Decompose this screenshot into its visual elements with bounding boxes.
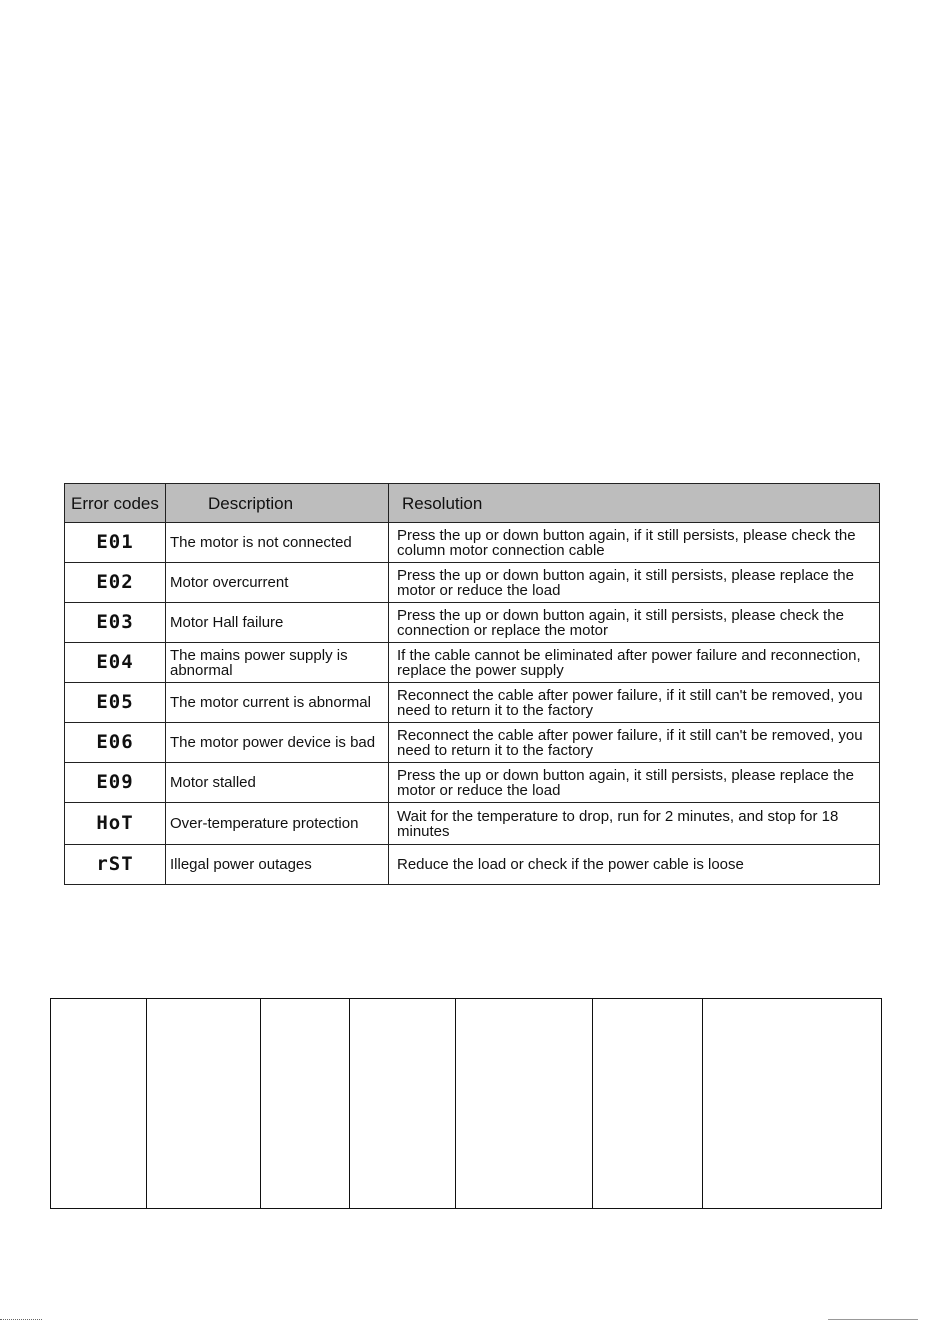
error-codes-table (64, 483, 880, 885)
error-resolution: Reconnect the cable after power failure, if it still can't be removed, you need to return it to the factory (389, 683, 880, 723)
error-description: Motor overcurrent (166, 563, 389, 603)
table-row (65, 523, 880, 563)
error-resolution: Press the up or down button again, it still persists, please replace the motor or reduce the load (389, 763, 880, 803)
empty-cell (593, 999, 703, 1209)
table-row (65, 763, 880, 803)
header-error-codes: Error codes (65, 484, 166, 523)
error-description: The mains power supply is abnormal (166, 643, 389, 683)
error-code: E02 (65, 563, 166, 603)
error-resolution: Press the up or down button again, it still persists, please replace the motor or reduce the load (389, 563, 880, 603)
error-resolution: If the cable cannot be eliminated after power failure and reconnection, replace the power supply (389, 643, 880, 683)
error-code: HoT (65, 803, 166, 845)
error-description: Over-temperature protection (166, 803, 389, 845)
error-resolution: Wait for the temperature to drop, run for 2 minutes, and stop for 18 minutes (389, 803, 880, 845)
header-resolution: Resolution (389, 484, 880, 523)
error-code: E01 (65, 523, 166, 563)
error-code: rST (65, 845, 166, 885)
empty-cell (456, 999, 593, 1209)
error-code: E06 (65, 723, 166, 763)
table-row (65, 563, 880, 603)
empty-grid-table (50, 998, 882, 1209)
footer-rule-left (0, 1319, 42, 1320)
empty-cell (51, 999, 147, 1209)
error-description: Motor stalled (166, 763, 389, 803)
error-code: E05 (65, 683, 166, 723)
table-row (65, 845, 880, 885)
error-description: Motor Hall failure (166, 603, 389, 643)
error-code: E03 (65, 603, 166, 643)
error-description: Illegal power outages (166, 845, 389, 885)
empty-cell (703, 999, 882, 1209)
table-row (65, 803, 880, 845)
table-row (65, 723, 880, 763)
error-code: E04 (65, 643, 166, 683)
table-header-row (65, 484, 880, 523)
error-code: E09 (65, 763, 166, 803)
empty-cell (261, 999, 350, 1209)
error-description: The motor is not connected (166, 523, 389, 563)
error-description: The motor power device is bad (166, 723, 389, 763)
table-row (65, 643, 880, 683)
table-row (65, 603, 880, 643)
footer-rule-right (828, 1319, 918, 1320)
header-description: Description (166, 484, 389, 523)
error-resolution: Press the up or down button again, if it still persists, please check the column motor connection cable (389, 523, 880, 563)
error-resolution: Press the up or down button again, it still persists, please check the connection or replace the motor (389, 603, 880, 643)
empty-cell (147, 999, 261, 1209)
empty-grid-row (51, 999, 882, 1209)
error-description: The motor current is abnormal (166, 683, 389, 723)
error-resolution: Reconnect the cable after power failure, if it still can't be removed, you need to return it to the factory (389, 723, 880, 763)
error-resolution: Reduce the load or check if the power cable is loose (389, 845, 880, 885)
table-row (65, 683, 880, 723)
empty-cell (350, 999, 456, 1209)
